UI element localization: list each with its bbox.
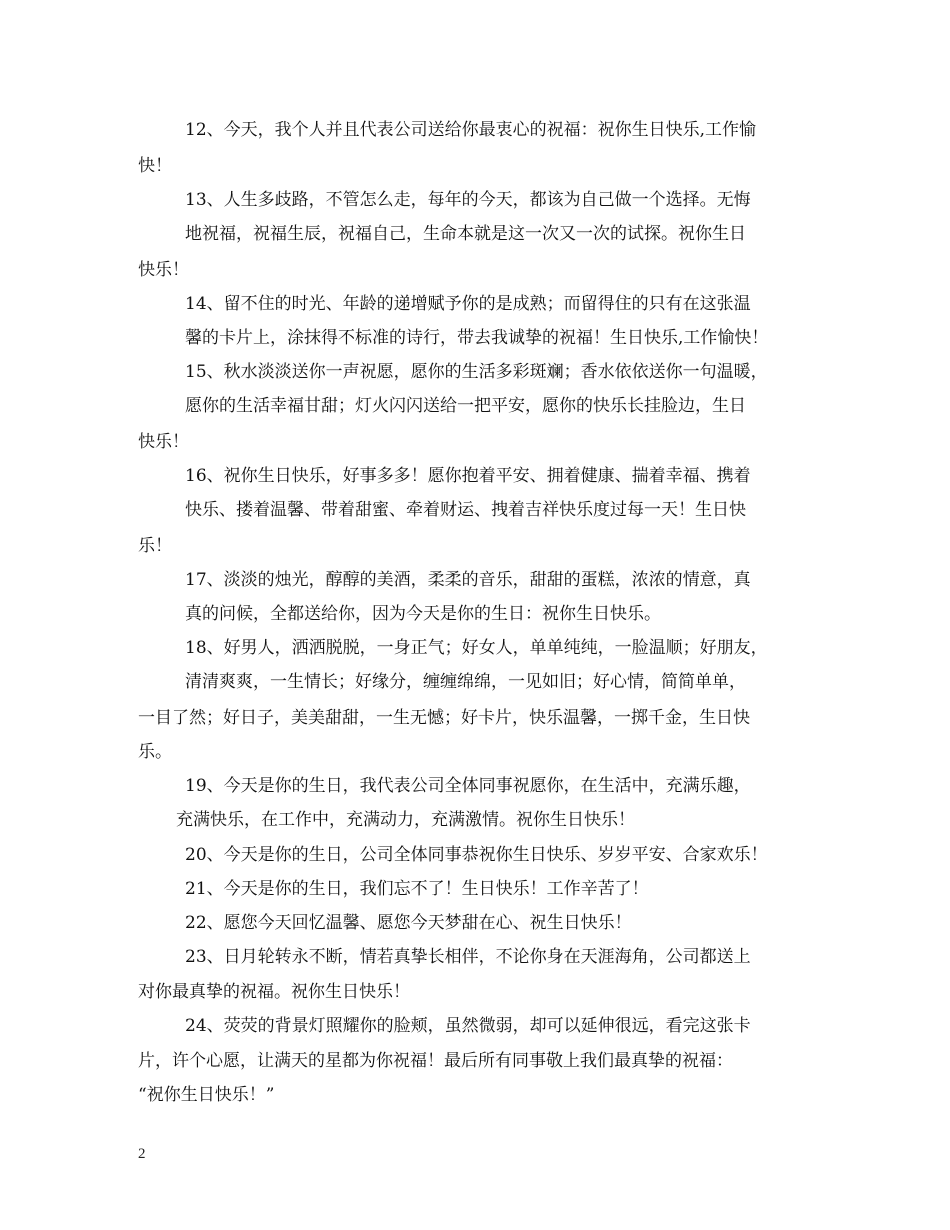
text-line: 24、荧荧的背景灯照耀你的脸颊，虽然微弱，却可以延伸很远，看完这张卡 [185, 1016, 751, 1036]
text-line: 17、淡淡的烛光，醇醇的美酒，柔柔的音乐，甜甜的蛋糕，浓浓的情意，真 [185, 570, 751, 590]
text-line: 19、今天是你的生日，我代表公司全体同事祝愿你，在生活中，充满乐趣， [185, 776, 751, 796]
text-line: 地祝福，祝福生辰，祝福自己，生命本就是这一次又一次的试探。祝你生日 [185, 224, 746, 244]
text-line: 快乐、搂着温馨、带着甜蜜、牵着财运、拽着吉祥快乐度过每一天！生日快 [185, 500, 746, 520]
text-line: 22、愿您今天回忆温馨、愿您今天梦甜在心、祝生日快乐！ [185, 913, 632, 933]
text-line: 充满快乐，在工作中，充满动力，充满激情。祝你生日快乐！ [176, 810, 635, 830]
text-line: 片，许个心愿，让满天的星都为你祝福！最后所有同事敬上我们最真挚的祝福： [138, 1051, 733, 1071]
text-line: 快！ [138, 156, 172, 176]
text-line: 快乐！ [138, 432, 189, 452]
text-line: 23、日月轮转永不断，情若真挚长相伴，不论你身在天涯海角，公司都送上 [185, 947, 751, 967]
text-line: “祝你生日快乐！” [138, 1085, 275, 1105]
text-line: 真的问候，全都送给你，因为今天是你的生日：祝你生日快乐。 [185, 604, 661, 624]
text-line: 18、好男人，洒洒脱脱，一身正气；好女人，单单纯纯，一脸温顺；好朋友， [185, 638, 768, 658]
text-line: 12、今天，我个人并且代表公司送给你最衷心的祝福：祝你生日快乐,工作愉 [185, 120, 757, 140]
text-line: 16、祝你生日快乐，好事多多！愿你抱着平安、拥着健康、揣着幸福、携着 [185, 466, 751, 486]
page-number: 2 [138, 1146, 146, 1162]
text-line: 乐。 [138, 742, 172, 762]
text-line: 20、今天是你的生日，公司全体同事恭祝你生日快乐、岁岁平安、合家欢乐！ [185, 845, 768, 865]
text-line: 快乐！ [138, 260, 189, 280]
text-line: 一目了然；好日子，美美甜甜，一生无憾；好卡片，快乐温馨，一掷千金，生日快 [138, 708, 750, 728]
text-line: 乐！ [138, 536, 172, 556]
text-line: 对你最真挚的祝福。祝你生日快乐！ [138, 982, 410, 1002]
text-line: 15、秋水淡淡送你一声祝愿，愿你的生活多彩斑斓；香水依依送你一句温暖， [185, 362, 768, 382]
text-line: 13、人生多歧路，不管怎么走，每年的今天，都该为自己做一个选择。无悔 [185, 190, 751, 210]
text-line: 清清爽爽，一生情长；好缘分，缠缠绵绵，一见如旧；好心情，简简单单， [185, 672, 746, 692]
text-line: 14、留不住的时光、年龄的递增赋予你的是成熟；而留得住的只有在这张温 [185, 294, 751, 314]
text-line: 馨的卡片上，涂抹得不标准的诗行，带去我诚挚的祝福！生日快乐,工作愉快！ [185, 328, 769, 348]
text-line: 愿你的生活幸福甘甜；灯火闪闪送给一把平安，愿你的快乐长挂脸边，生日 [185, 396, 746, 416]
text-line: 21、今天是你的生日，我们忘不了！生日快乐！工作辛苦了！ [185, 879, 649, 899]
